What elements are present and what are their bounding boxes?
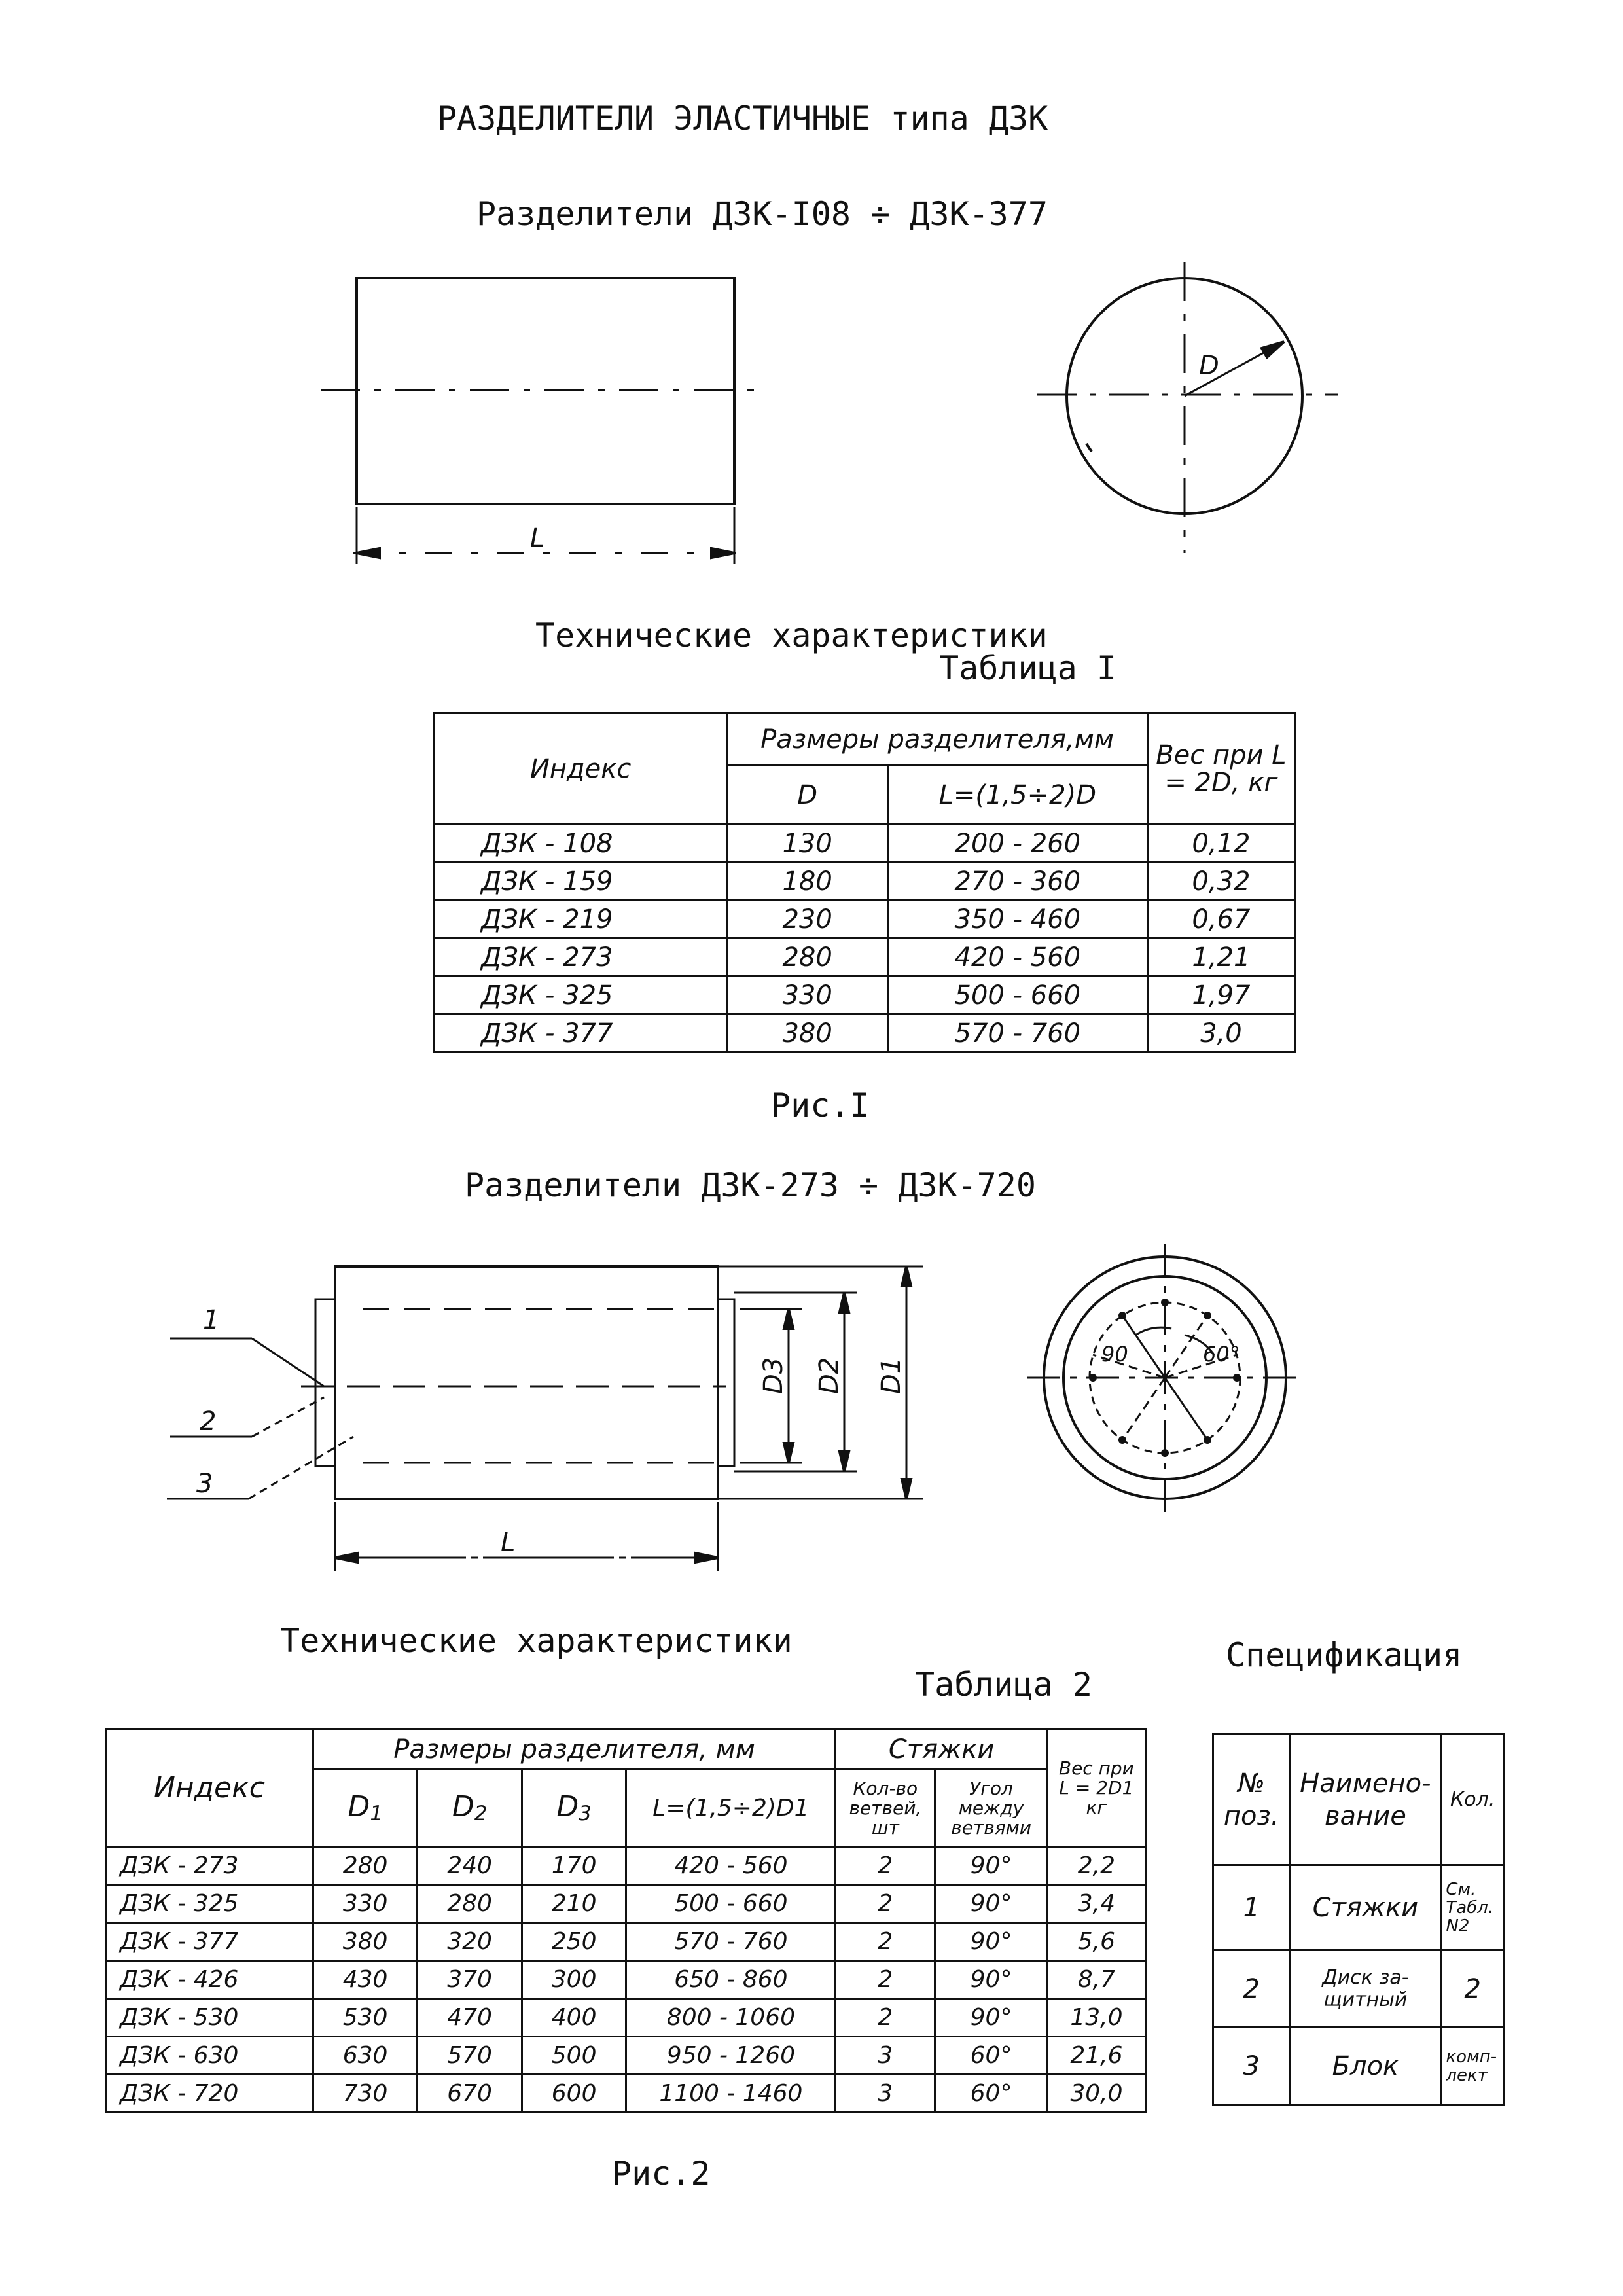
table2-cell: 380 [313, 1923, 418, 1961]
table2-cell: 13,0 [1047, 1999, 1145, 2037]
table1-cell: 1,97 [1147, 977, 1294, 1014]
table1-cell: ДЗК - 159 [435, 863, 727, 901]
table1-cell: ДЗК - 219 [435, 901, 727, 939]
spec-header-name: Наимено-вание [1290, 1734, 1441, 1865]
table2-cell: 370 [418, 1961, 522, 1999]
table2-cell: 240 [418, 1847, 522, 1885]
table2-cell: 650 - 860 [626, 1961, 836, 1999]
table2-header-ties: Стяжки [836, 1729, 1047, 1770]
figure2-end-view [1027, 1244, 1302, 1512]
table2-cell: 60° [935, 2037, 1047, 2075]
figure1-diameter-label: D [1199, 351, 1219, 381]
table1-cell: 180 [727, 863, 887, 901]
table2-cell: 280 [418, 1885, 522, 1923]
figure2-pos2-label: 2 [200, 1407, 217, 1437]
table1-cell: 0,32 [1147, 863, 1294, 901]
table2-header-angle: Угол между ветвями [935, 1770, 1047, 1847]
spec-header-pos: № поз. [1213, 1734, 1290, 1865]
figure2-length-label: L [501, 1528, 516, 1558]
table2-cell: 2 [836, 1923, 935, 1961]
table2-cell: 1100 - 1460 [626, 2075, 836, 2113]
figure2-d3-label: D3 [758, 1357, 789, 1394]
spec-header-qty: Кол. [1441, 1734, 1505, 1865]
table2-header-d2: $D_2$ [418, 1770, 522, 1847]
table-row [106, 2075, 1146, 2113]
figure2-angle90-label: 90 [1101, 1342, 1128, 1367]
table1-cell: ДЗК - 273 [435, 939, 727, 977]
table2-cell: 3,4 [1047, 1885, 1145, 1923]
table-row [106, 2037, 1146, 2075]
table2-cell: 8,7 [1047, 1961, 1145, 1999]
table2-cell: 3 [836, 2075, 935, 2113]
table1-cell: 1,21 [1147, 939, 1294, 977]
figure2-d2-label: D2 [814, 1357, 844, 1394]
table1-cell: 380 [727, 1014, 887, 1052]
table2-cell: 90° [935, 1961, 1047, 1999]
table1-cell: 0,67 [1147, 901, 1294, 939]
table-row [106, 1999, 1146, 2037]
table-row [106, 1961, 1146, 1999]
spec-cell: комп-лект [1441, 2028, 1505, 2105]
table2-cell: ДЗК - 325 [106, 1885, 313, 1923]
table2-header-d1: $D_1$ [313, 1770, 418, 1847]
table2-header-count: Кол-во ветвей, шт [836, 1770, 935, 1847]
table2-cell: 670 [418, 2075, 522, 2113]
table1-cell: 500 - 660 [887, 977, 1147, 1014]
table1-cell: ДЗК - 108 [435, 825, 727, 863]
table2-cell: 90° [935, 1999, 1047, 2037]
table2-cell: 170 [522, 1847, 626, 1885]
table1-cell: 270 - 360 [887, 863, 1147, 901]
table2-header-l: L=(1,5÷2)D1 [626, 1770, 836, 1847]
page-title: РАЗДЕЛИТЕЛИ ЭЛАСТИЧНЫЕ типа ДЗК [437, 99, 1048, 137]
specification-table [1212, 1733, 1505, 2106]
table2-cell: 500 - 660 [626, 1885, 836, 1923]
figure2-caption: Рис.2 [612, 2155, 711, 2193]
section2-heading: Разделители ДЗК-273 ÷ ДЗК-720 [465, 1166, 1036, 1204]
figure2-pos3-label: 3 [196, 1469, 213, 1499]
table1-cell: 420 - 560 [887, 939, 1147, 977]
spec-cell: 2 [1213, 1950, 1290, 2028]
table1-cell: 130 [727, 825, 887, 863]
table2-cell: 570 [418, 2037, 522, 2075]
table1-label: Таблица I [939, 649, 1116, 687]
table1-cell: 230 [727, 901, 887, 939]
table2-cell: 430 [313, 1961, 418, 1999]
table2-cell: 90° [935, 1847, 1047, 1885]
table1-header-weight: Вес при L = 2D, кг [1147, 713, 1294, 825]
table2-cell: 2 [836, 1999, 935, 2037]
spec-cell: 2 [1441, 1950, 1505, 2028]
table2-cell: 470 [418, 1999, 522, 2037]
spec-cell: Стяжки [1290, 1865, 1441, 1950]
spec-cell: Диск за-щитный [1290, 1950, 1441, 2028]
table1-cell: 3,0 [1147, 1014, 1294, 1052]
specification-heading: Спецификация [1226, 1636, 1463, 1674]
spec-cell: 1 [1213, 1865, 1290, 1950]
figure2-angle60-label: 60° [1203, 1342, 1240, 1367]
section2-tech-heading: Технические характеристики [280, 1622, 793, 1660]
table1-header-index: Индекс [435, 713, 727, 825]
table2-cell: ДЗК - 426 [106, 1961, 313, 1999]
table2-cell: 90° [935, 1885, 1047, 1923]
table2-cell: ДЗК - 720 [106, 2075, 313, 2113]
table2-cell: 250 [522, 1923, 626, 1961]
table2-cell: 400 [522, 1999, 626, 2037]
table2-cell: 210 [522, 1885, 626, 1923]
table2-cell: 800 - 1060 [626, 1999, 836, 2037]
table1-cell: 570 - 760 [887, 1014, 1147, 1052]
table-row [1213, 1950, 1505, 2028]
table2-cell: 530 [313, 1999, 418, 2037]
table1-header-l: L=(1,5÷2)D [887, 766, 1147, 825]
table-row [106, 1885, 1146, 1923]
figure2-cylinder [167, 1266, 923, 1571]
table2-cell: 500 [522, 2037, 626, 2075]
table2-cell: 330 [313, 1885, 418, 1923]
table1-cell: 330 [727, 977, 887, 1014]
table2-cell: 570 - 760 [626, 1923, 836, 1961]
table-row [1213, 2028, 1505, 2105]
table2-label: Таблица 2 [915, 1666, 1092, 1704]
figure1-caption: Рис.I [771, 1086, 870, 1124]
table2-cell: 320 [418, 1923, 522, 1961]
table-row [106, 1923, 1146, 1961]
table2-cell: 2 [836, 1847, 935, 1885]
table2-header-sizes: Размеры разделителя, мм [313, 1729, 836, 1770]
figure2-pos1-label: 1 [203, 1305, 220, 1335]
table1-header-sizes: Размеры разделителя,мм [727, 713, 1147, 766]
spec-cell: См. Табл. N2 [1441, 1865, 1505, 1950]
table2-cell: ДЗК - 630 [106, 2037, 313, 2075]
table2-header-index: Индекс [106, 1729, 313, 1847]
table2-header-weight: Вес при L = 2D1 кг [1047, 1729, 1145, 1847]
table2-cell: 950 - 1260 [626, 2037, 836, 2075]
table2-cell: 280 [313, 1847, 418, 1885]
table2-cell: 300 [522, 1961, 626, 1999]
table2-cell: 90° [935, 1923, 1047, 1961]
table2-cell: 5,6 [1047, 1923, 1145, 1961]
table2-cell: 600 [522, 2075, 626, 2113]
table2-cell: ДЗК - 377 [106, 1923, 313, 1961]
section1-heading: Разделители ДЗК-I08 ÷ ДЗК-377 [476, 195, 1048, 233]
section1-tech-heading: Технические характеристики [535, 617, 1048, 655]
table2-cell: 21,6 [1047, 2037, 1145, 2075]
table2-cell: ДЗК - 273 [106, 1847, 313, 1885]
figure2-d1-label: D1 [876, 1357, 906, 1394]
table1-cell: 350 - 460 [887, 901, 1147, 939]
table1-cell: ДЗК - 377 [435, 1014, 727, 1052]
table1-cell: ДЗК - 325 [435, 977, 727, 1014]
table2-cell: 2 [836, 1885, 935, 1923]
table1-cell: 280 [727, 939, 887, 977]
table2-cell: 2,2 [1047, 1847, 1145, 1885]
table1-header-d: D [727, 766, 887, 825]
table2-cell: 60° [935, 2075, 1047, 2113]
spec-cell: Блок [1290, 2028, 1441, 2105]
table1-cell: 200 - 260 [887, 825, 1147, 863]
table2-cell: 630 [313, 2037, 418, 2075]
table2-cell: 3 [836, 2037, 935, 2075]
table2-cell: 30,0 [1047, 2075, 1145, 2113]
table1-cell: 0,12 [1147, 825, 1294, 863]
table2-header-d3: $D_3$ [522, 1770, 626, 1847]
table2 [105, 1728, 1147, 2113]
table2-cell: 420 - 560 [626, 1847, 836, 1885]
table2-cell: ДЗК - 530 [106, 1999, 313, 2037]
table-row [106, 1847, 1146, 1885]
figure1-length-label: L [530, 523, 545, 553]
table2-cell: 730 [313, 2075, 418, 2113]
spec-cell: 3 [1213, 2028, 1290, 2105]
table-row [1213, 1865, 1505, 1950]
table2-cell: 2 [836, 1961, 935, 1999]
